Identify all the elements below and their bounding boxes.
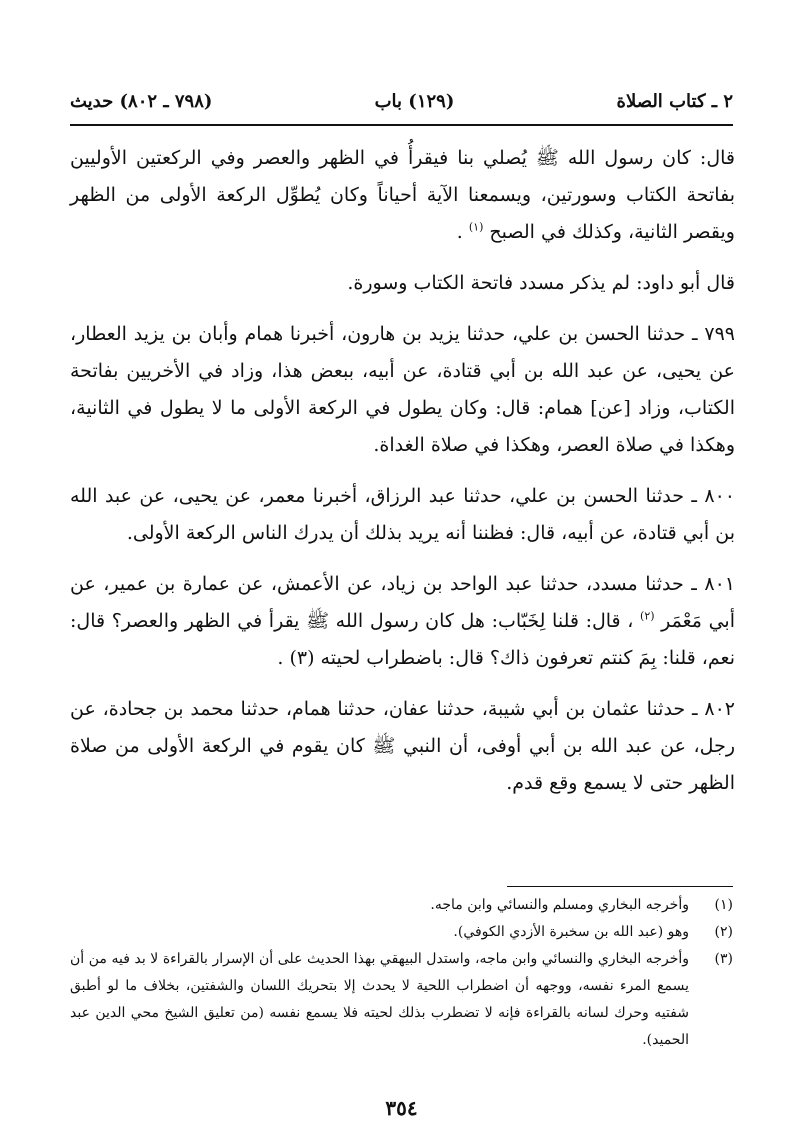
paragraph-text: ٨٠١ ـ حدثنا مسدد، حدثنا عبد الواحد بن زياد، عن الأعمش، عن عمارة بن عمير، عن أبي مَعْمَر (70, 573, 735, 632)
footnote-text: وأخرجه البخاري والنسائي وابن ماجه، واستدل البيهقي بهذا الحديث على أن الإسرار بالقراءة لا بد فيه من أن يسمع المرء نفسه، ووجهه أن اضطراب اللحية لا يحدث إلا بتحريك اللسان والشفتين، بخلاف ما لو أطبق شفتيه وحرك لسانه بالقراءة فإنه لا تضطرب بذلك لحيته فلا يسمع نفسه (من تعليق الشيخ محي الدين عبد الحميد). (70, 951, 689, 1048)
paragraph-text: قال أبو داود: لم يذكر مسدد فاتحة الكتاب وسورة. (347, 272, 735, 294)
paragraph-end: . (456, 221, 463, 243)
paragraph-end: ، قال: قلنا لِخَبّاب: هل كان رسول الله ﷺ يقرأ في الظهر والعصر؟ قال: نعم، قلنا: بِمَ كنتم تعرفون ذاك؟ قال: باضطراب لحيته (٣) . (70, 610, 735, 669)
footnote (70, 892, 733, 919)
header-hadith-range: (٧٩٨ ـ ٨٠٢) حديث (70, 90, 213, 112)
hadith-799 (70, 316, 735, 464)
hadith-801 (70, 566, 735, 677)
main-text (70, 140, 735, 816)
header-book-title: ٢ ـ كتاب الصلاة (616, 90, 733, 112)
header-chapter: (١٢٩) باب (374, 90, 455, 112)
header-divider (70, 124, 733, 126)
footnote-number: (٢) (714, 924, 733, 940)
footnote-text: وهو (عبد الله بن سخبرة الأزدي الكوفي). (453, 924, 689, 940)
footnote-divider (507, 886, 733, 887)
paragraph-text: قال: كان رسول الله ﷺ يُصلي بنا فيقرأُ في الظهر والعصر وفي الركعتين الأوليين بفاتحة الكتاب وسورتين، ويسمعنا الآية أحياناً وكان يُطوِّل الركعة الأولى من الظهر ويقصر الثانية، وكذلك في الصبح (70, 147, 735, 243)
footnote (70, 946, 733, 1054)
paragraph-text: ٨٠٠ ـ حدثنا الحسن بن علي، حدثنا عبد الرزاق، أخبرنا معمر، عن يحيى، عن عبد الله بن أبي قتادة، عن أبيه، قال: فظننا أنه يريد بذلك أن يدرك الناس الركعة الأولى. (70, 485, 735, 544)
paragraph (70, 265, 735, 302)
paragraph-text: ٨٠٢ ـ حدثنا عثمان بن أبي شيبة، حدثنا عفان، حدثنا همام، حدثنا محمد بن جحادة، عن رجل، عن عبد الله بن أبي أوفى، أن النبي ﷺ كان يقوم في الركعة الأولى من صلاة الظهر حتى لا يسمع وقع قدم. (70, 698, 735, 794)
footnote (70, 919, 733, 946)
footnote-number: (٣) (714, 951, 733, 967)
footnote-marker: (٢) (640, 609, 655, 623)
paragraph-text: ٧٩٩ ـ حدثنا الحسن بن علي، حدثنا يزيد بن هارون، أخبرنا همام وأبان بن يزيد العطار، عن يحيى، عن عبد الله بن أبي قتادة، عن أبيه، ببعض هذا، وزاد في الأخريين بفاتحة الكتاب، وزاد [عن] همام: قال: وكان يطول في الركعة الأولى ما لا يطول في الثانية، وهكذا في صلاة العصر، وهكذا في صلاة الغداة. (70, 323, 735, 456)
footnote-text: وأخرجه البخاري ومسلم والنسائي وابن ماجه. (430, 897, 689, 913)
footnote-number: (١) (714, 897, 733, 913)
hadith-802 (70, 691, 735, 802)
footnote-marker: (١) (468, 220, 484, 234)
hadith-800 (70, 478, 735, 552)
running-header (70, 84, 733, 118)
page-number: ٣٥٤ (385, 1096, 418, 1120)
footnotes (70, 892, 733, 1054)
paragraph (70, 140, 735, 251)
